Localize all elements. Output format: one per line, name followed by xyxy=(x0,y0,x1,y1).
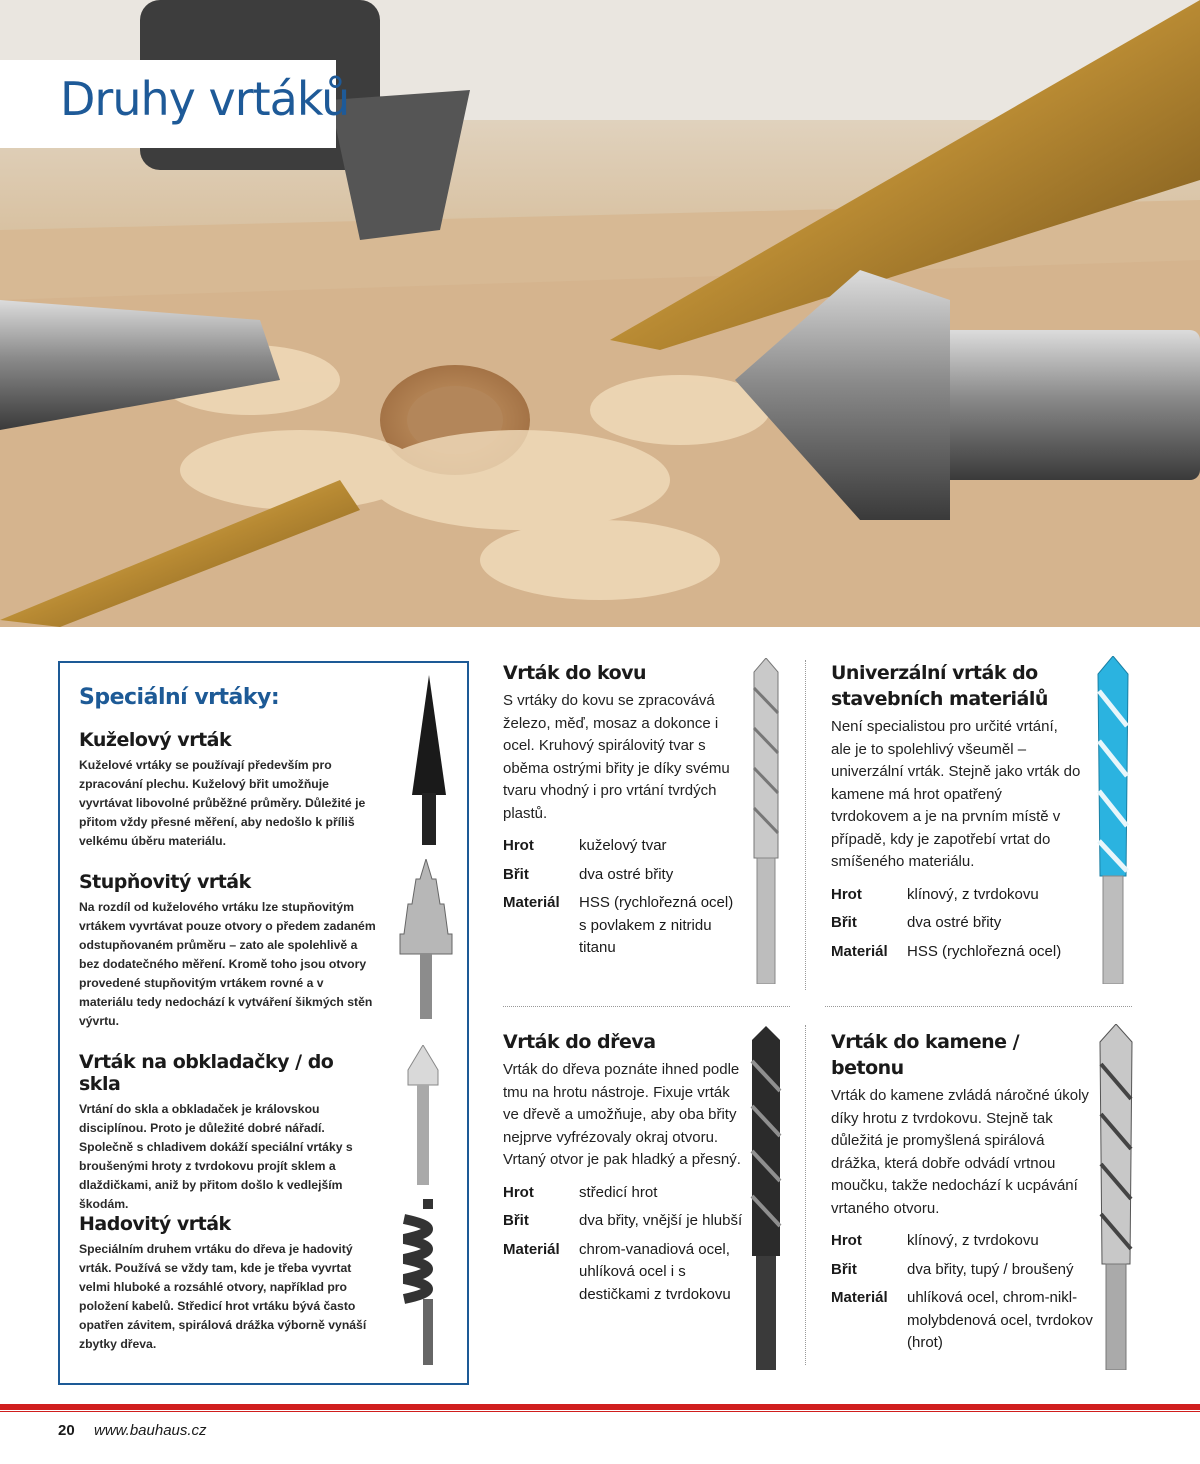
section-title: Vrták do kamene / betonu xyxy=(831,1031,1020,1079)
column-divider xyxy=(805,1025,806,1365)
footer-bar xyxy=(0,1404,1200,1410)
wood-drill-image xyxy=(750,1026,782,1370)
section-title: Vrták do dřeva xyxy=(503,1031,656,1053)
spec-key: Hrot xyxy=(831,1232,862,1249)
spec-key: Břit xyxy=(503,1212,529,1229)
spec-table xyxy=(503,1182,743,1307)
glass-drill-image xyxy=(406,1045,440,1185)
spec-row xyxy=(831,1287,1093,1355)
spec-value: chrom-vanadiová ocel, uhlíková ocel i s destičkami z tvrdokovu xyxy=(579,1240,731,1303)
section-text: Vrták do kamene zvládá náročné úkoly díky hrotu z tvrdokovu. Stejně tak důležitá je promyšlená spirálová drážka, která dobře odvádí vrtnou moučku, takže nedochází k ucpávání vrtaného otvoru. xyxy=(831,1087,1089,1217)
spec-row xyxy=(831,884,1081,907)
spec-key: Břit xyxy=(503,865,529,883)
spec-row xyxy=(503,835,743,858)
page-number: 20 xyxy=(58,1422,75,1439)
auger-drill-image xyxy=(396,1199,460,1365)
spec-key: Břit xyxy=(831,914,857,931)
spec-row xyxy=(503,892,743,960)
spec-value: HSS (rychlořezná ocel) s povlakem z nitridu titanu xyxy=(579,894,734,956)
section-title: Kuželový vrták xyxy=(79,729,232,751)
spec-value: středicí hrot xyxy=(579,1183,658,1201)
spec-value: dva ostré břity xyxy=(579,865,674,883)
spec-row xyxy=(831,1259,1093,1282)
cone-drill-image xyxy=(404,675,454,845)
spec-row xyxy=(503,1210,743,1233)
spec-value: uhlíková ocel, chrom-nikl-molybdenová ocel, tvrdokov (hrot) xyxy=(907,1289,1093,1351)
spec-row xyxy=(831,1230,1093,1253)
spec-row xyxy=(503,864,743,887)
spec-row xyxy=(503,1239,743,1307)
section-text: Není specialistou pro určité vrtání, ale je to spolehlivý všeuměl – univerzální vrták. Stejně jako vrták do kamene má hrot opatřený tvrdokovem a je na prvním místě v případě, kdy je zapotřebí vrtat do smíšeného materiálu. xyxy=(831,718,1081,870)
spec-key: Hrot xyxy=(831,885,862,903)
universal-drill-section xyxy=(831,660,1081,969)
section-cone-drill xyxy=(79,729,379,851)
section-title: Hadovitý vrták xyxy=(79,1213,231,1235)
footer-line xyxy=(0,1411,1200,1412)
spec-value: klínový, z tvrdokovu xyxy=(907,885,1039,903)
spec-table xyxy=(503,835,743,960)
section-tile-glass-drill xyxy=(79,1051,379,1214)
section-title: Univerzální vrták do stavebních materiálů xyxy=(831,662,1048,710)
stone-drill-section xyxy=(831,1029,1093,1361)
section-text: Na rozdíl od kuželového vrtáku lze stupňovitým vrtákem vyvrtávat pouze otvory o předem zadaném odstupňovaném průměru – zato ale spolehlivě a bez dodatečného měření. Kromě toho jsou otvory provedené stupňovitým vrtákem rovné a v materiálu tedy nedochází k vytváření šikmých stěn vývrtu. xyxy=(79,900,376,1028)
section-text: Vrták do dřeva poznáte ihned podle tmu na hrotu nástroje. Fixuje vrták ve dřevě a umožňuje, aby oba břity nejprve vyfrézovaly okraj otvoru. Vrtaný otvor je pak hladký a přesný. xyxy=(503,1061,741,1168)
row-divider xyxy=(825,1006,1132,1007)
spec-key: Materiál xyxy=(503,1240,560,1258)
spec-value: dva ostré břity xyxy=(907,914,1002,931)
special-heading: Speciální vrtáky: xyxy=(79,685,280,710)
spec-key: Materiál xyxy=(831,942,888,960)
special-drills-box xyxy=(58,661,469,1385)
stone-drill-image xyxy=(1098,1024,1134,1370)
website-link[interactable]: www.bauhaus.cz xyxy=(94,1422,207,1439)
spec-row xyxy=(831,941,1081,964)
spec-value: HSS (rychlořezná ocel) xyxy=(907,942,1062,960)
universal-drill-image xyxy=(1096,656,1130,984)
section-title: Vrták na obkladačky / do skla xyxy=(79,1051,334,1095)
column-divider xyxy=(805,660,806,990)
spec-value: dva břity, vnější je hlubší xyxy=(579,1212,743,1229)
metal-drill-image xyxy=(752,658,780,984)
step-drill-image xyxy=(396,859,456,1019)
page-title: Druhy vrtáků xyxy=(60,72,350,126)
section-text: Kuželové vrtáky se používají především pro zpracování plechu. Kuželový břit umožňuje vyvrtávat libovolné průběžné průměry. Důležité je přitom vždy přesné měření, aby nedošlo k příliš velkému úběru materiálu. xyxy=(79,758,366,848)
spec-row xyxy=(503,1182,743,1205)
spec-row xyxy=(831,912,1081,935)
spec-key: Hrot xyxy=(503,837,534,854)
spec-key: Hrot xyxy=(503,1183,534,1201)
spec-table xyxy=(831,884,1081,964)
section-title: Stupňovitý vrták xyxy=(79,871,251,893)
section-step-drill xyxy=(79,871,379,1031)
section-text: Speciálním druhem vrtáku do dřeva je hadovitý vrták. Používá se vždy tam, kde je třeba vyvrtat velmi hluboké a rozsáhlé otvory, například pro položení kabelů. Středicí hrot vrtáku bývá často opatřen závitem, spirálová drážka výborně vynáší zbytky dřeva. xyxy=(79,1242,367,1351)
wood-drill-section xyxy=(503,1029,743,1312)
spec-table xyxy=(831,1230,1093,1355)
spec-value: dva břity, tupý / broušený xyxy=(907,1260,1074,1278)
spec-key: Břit xyxy=(831,1260,857,1278)
row-divider xyxy=(503,1006,790,1007)
section-text: Vrtání do skla a obkladaček je královskou disciplínou. Proto je důležité dobré nářadí. Společně s chladivem dokáží speciální vrtáky s broušenými hroty z tvrdokovu projít sklem a dlaždičkami, aniž by přitom došlo k vedlejším škodám. xyxy=(79,1102,353,1211)
spec-value: kuželový tvar xyxy=(579,837,667,854)
spec-key: Materiál xyxy=(831,1289,888,1306)
spec-key: Materiál xyxy=(503,894,560,911)
spec-value: klínový, z tvrdokovu xyxy=(907,1232,1039,1249)
section-auger-drill xyxy=(79,1213,379,1354)
metal-drill-section xyxy=(503,660,743,966)
section-title: Vrták do kovu xyxy=(503,662,647,684)
section-text: S vrtáky do kovu se zpracovává železo, měď, mosaz a dokonce i ocel. Kruhový spirálovitý tvar s oběma ostrými břity je díky svému tvaru vhodný i pro vrtání tvrdých plastů. xyxy=(503,692,730,822)
